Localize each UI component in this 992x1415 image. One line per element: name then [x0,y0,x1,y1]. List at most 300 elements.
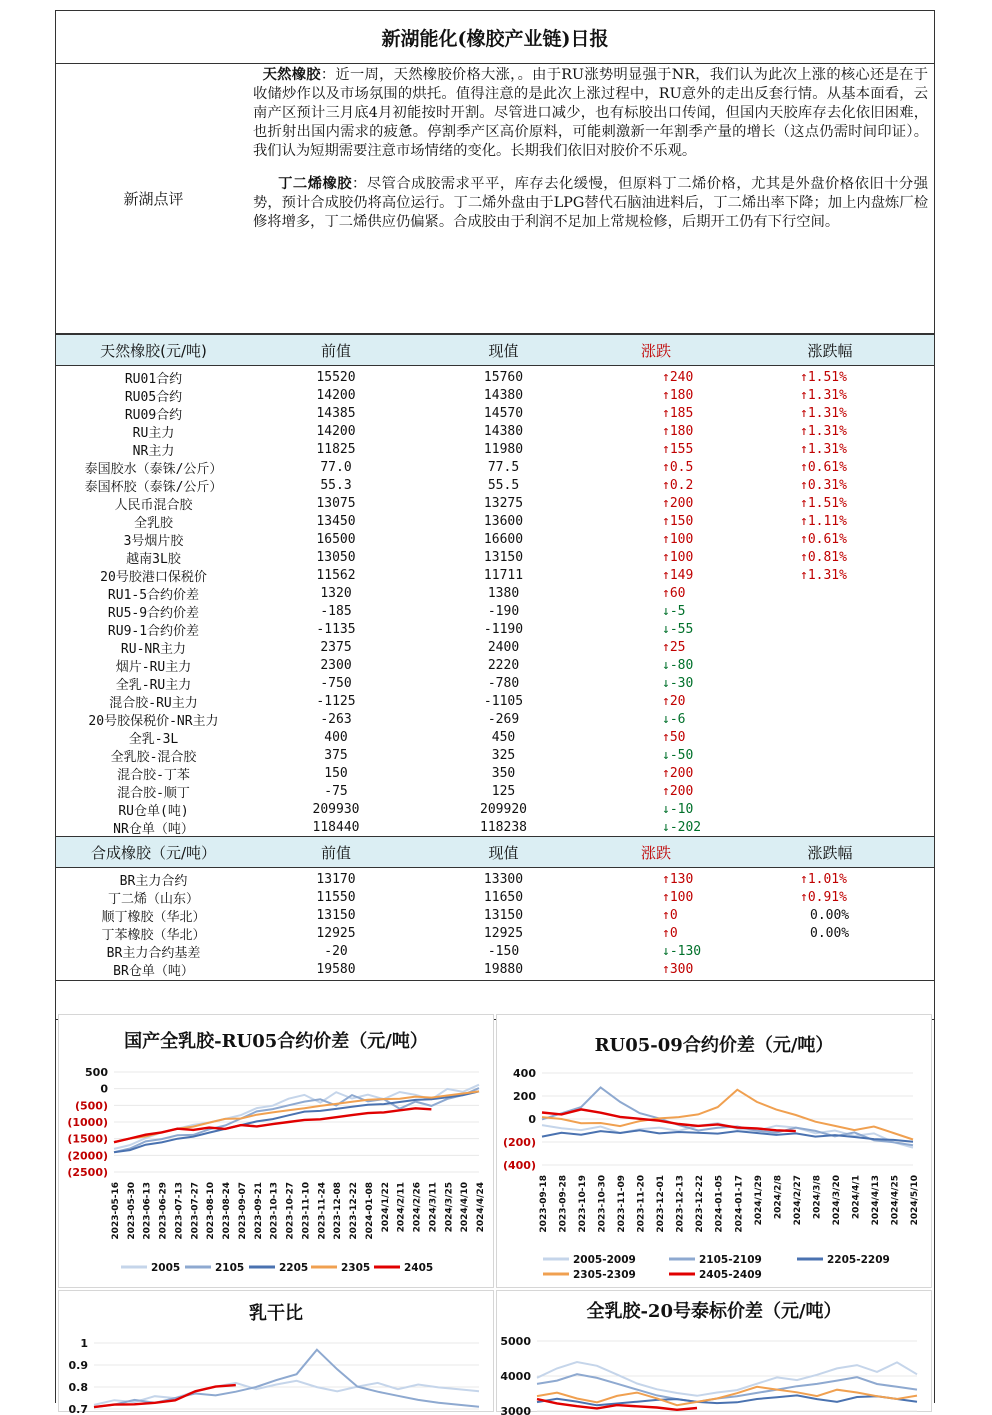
nr-table-cell-curr: 13275 [483,495,524,511]
nr-table-chg-value: 25 [669,639,686,655]
x-tick-label: 2023-10-19 [578,1175,589,1233]
chart-title-dry-ratio: 乳干比 [249,1303,303,1324]
nr-table-row [56,494,934,512]
x-tick-label: 2023-08-10 [206,1182,217,1240]
nr-table-cell-chg [586,604,726,619]
sr-table-cell-chg [586,926,726,941]
nr-table-chg-value: -10 [669,801,694,817]
sr-table-cell-chg [586,890,726,905]
arrow-up-icon: ↑ [662,783,670,799]
nr-table-chg-value: 200 [669,765,694,781]
sr-table-cell-prev: 13170 [316,871,356,887]
x-tick-label: 2023-09-28 [558,1175,569,1233]
nr-table-cell-chg [586,514,726,529]
nr-table-cell-curr: -1190 [483,621,524,637]
arrow-up-icon: ↑ [800,405,808,421]
legend-label: 2105-2109 [699,1254,762,1266]
nr-table-cell-pct [726,514,934,529]
charts-area [55,1010,935,1415]
nr-table-cell-name: 3号烟片胶 [123,533,184,549]
arrow-up-icon: ↑ [800,549,808,565]
x-tick-label: 2024/3/8 [812,1175,823,1220]
x-tick-label: 2024/4/1 [851,1175,862,1220]
nr-table-row [56,566,934,584]
legend-label: 2305-2309 [573,1269,636,1281]
sr-table-cell-curr: 12925 [483,925,524,941]
arrow-up-icon: ↑ [662,729,670,745]
nr-table-cell-curr: 11980 [483,441,524,457]
nr-table-chg-value: 50 [669,729,686,745]
nr-table-cell-chg [586,766,726,781]
nr-table-cell-pct [726,460,934,475]
nr-table-cell-prev: -185 [320,603,352,619]
nr-table-cell-curr: 1380 [487,585,520,601]
sr-header-curr: 现值 [488,843,519,862]
nr-header-pct: 涨跌幅 [807,341,853,360]
nr-table-cell-pct [726,532,934,547]
x-tick-label: 2023-06-29 [158,1182,169,1240]
arrow-up-icon: ↑ [662,369,670,385]
sr-table-cell-name: BR主力合约 [119,873,188,889]
arrow-up-icon: ↑ [800,889,808,905]
arrow-up-icon: ↑ [662,405,670,421]
comment-text [251,64,934,333]
arrow-up-icon: ↑ [800,871,808,887]
arrow-down-icon: ↓ [662,747,670,763]
nr-table-cell-chg [586,658,726,673]
nr-table-cell-name: 泰国杯胶（泰铢/公斤） [84,479,223,495]
nr-table-cell-curr: -780 [487,675,520,691]
nr-table-row [56,368,934,386]
nr-table-chg-value: 200 [669,783,694,799]
nr-table-cell-curr: 209920 [480,801,527,817]
y-tick-label: (1500) [67,1132,108,1146]
arrow-up-icon: ↑ [662,495,670,511]
x-tick-label: 2024/3/25 [444,1182,455,1233]
legend-label: 2005-2009 [573,1254,636,1266]
x-tick-label: 2024-01-08 [364,1182,375,1240]
arrow-down-icon: ↓ [662,801,670,817]
arrow-up-icon: ↑ [800,459,808,475]
nr-table-cell-chg [586,802,726,817]
nr-table-chg-value: -80 [669,657,694,673]
sr-header-pct: 涨跌幅 [807,843,853,862]
nr-table-row [56,530,934,548]
nr-table-chg-value: 0.2 [669,477,694,493]
y-tick-label: 3000 [500,1405,531,1415]
sr-table-cell-chg [586,872,726,887]
nr-table-cell-prev: 11562 [316,567,356,583]
nr-table-row [56,746,934,764]
nr-table-cell-prev: -75 [324,783,348,799]
x-tick-label: 2024/2/11 [396,1182,407,1233]
nr-table-cell-curr: 118238 [480,819,527,835]
x-tick-label: 2024/2/26 [412,1182,423,1233]
comment-label: 新湖点评 [123,190,184,208]
y-tick-label: 0.9 [68,1359,88,1372]
nr-table-pct-value: 1.31% [807,567,847,583]
nr-table-cell-chg [586,406,726,421]
arrow-up-icon: ↑ [800,495,808,511]
sr-table-pct-value: 1.01% [807,871,847,887]
series-line-s2 [94,1350,479,1407]
nr-table-chg-value: 240 [669,369,694,385]
nr-table-row [56,800,934,818]
arrow-up-icon: ↑ [800,531,808,547]
nr-table-cell-curr: -269 [487,711,520,727]
nr-table-row [56,710,934,728]
x-tick-label: 2024/5/10 [910,1175,920,1226]
x-tick-label: 2024/2/27 [792,1175,803,1226]
x-tick-label: 2024/3/20 [831,1175,842,1226]
arrow-up-icon: ↑ [800,369,808,385]
y-tick-label: 200 [513,1090,536,1103]
nr-table-cell-pct [726,424,934,439]
nr-table-cell-pct [726,550,934,565]
arrow-up-icon: ↑ [662,387,670,403]
y-tick-label: 1 [80,1337,88,1350]
nr-table-pct-value: 1.11% [807,513,847,529]
nr-table-header [56,335,934,366]
nr-table-cell-prev: -1125 [316,693,356,709]
nr-table-chg-value: -55 [669,621,694,637]
sr-table-cell-chg [586,908,726,923]
comment-br-heading: 丁二烯橡胶 [278,176,353,192]
nr-table-pct-value: 1.31% [807,423,847,439]
arrow-up-icon: ↑ [662,765,670,781]
nr-table-chg-value: 20 [669,693,686,709]
nr-table-chg-value: 200 [669,495,694,511]
nr-table-chg-value: 100 [669,531,694,547]
nr-table-cell-chg [586,712,726,727]
nr-table-chg-value: -6 [669,711,686,727]
nr-table-row [56,692,934,710]
sr-table-cell-pct [726,890,934,905]
x-tick-label: 2024/4/10 [460,1182,471,1233]
arrow-up-icon: ↑ [662,513,670,529]
nr-table-cell-pct [726,568,934,583]
nr-table-cell-curr: 350 [491,765,516,781]
arrow-up-icon: ↑ [800,567,808,583]
nr-table-cell-pct [726,442,934,457]
nr-table-cell-chg [586,748,726,763]
nr-table-cell-prev: 16500 [316,531,356,547]
x-tick-label: 2023-11-09 [617,1175,628,1233]
series-line-2005 [114,1085,479,1149]
nr-table-cell-prev: 15520 [316,369,356,385]
sr-header-name: 合成橡胶（元/吨） [90,843,217,862]
y-tick-label: (200) [502,1136,536,1149]
sr-table-chg-value: 300 [669,961,694,977]
nr-table-cell-name: NR仓单（吨） [113,821,194,837]
nr-table-row [56,386,934,404]
sr-table-cell-name: 顺丁橡胶（华北） [101,909,206,925]
comment-section [56,64,934,335]
x-tick-label: 2024-01-05 [714,1175,725,1233]
x-tick-label: 2023-12-22 [695,1175,706,1233]
nr-table-cell-prev: 55.3 [320,477,352,493]
arrow-up-icon: ↑ [800,477,808,493]
x-tick-label: 2023-12-13 [675,1175,686,1233]
legend-label: 2405-2409 [699,1269,762,1281]
sr-table-chg-value: -130 [669,943,702,959]
nr-table-cell-chg [586,784,726,799]
arrow-down-icon: ↓ [662,657,670,673]
legend-label: 2305 [341,1262,371,1274]
y-tick-label: (2000) [67,1149,108,1163]
x-tick-label: 2024/1/22 [380,1182,391,1233]
nr-table-cell-prev: 400 [324,729,348,745]
report-title: 新湖能化(橡胶产业链)日报 [56,11,934,64]
nr-header-chg: 涨跌 [640,341,671,360]
nr-table-cell-pct [726,370,934,385]
nr-table-cell-curr: 14570 [483,405,524,421]
sr-table-cell-prev: 13150 [316,907,356,923]
arrow-up-icon: ↑ [662,925,670,941]
arrow-up-icon: ↑ [662,567,670,583]
nr-table-row [56,548,934,566]
chart-title-latex-str20: 全乳胶-20号泰标价差（元/吨） [586,1301,842,1322]
nr-table-cell-pct [726,406,934,421]
arrow-up-icon: ↑ [662,441,670,457]
nr-table-cell-chg [586,460,726,475]
x-tick-label: 2023-11-10 [301,1182,312,1240]
arrow-down-icon: ↓ [662,711,670,727]
nr-table-cell-name: 全乳胶 [133,515,173,531]
sr-table-cell-curr: 11650 [483,889,524,905]
nr-table-cell-chg [586,640,726,655]
nr-table-row [56,782,934,800]
nr-table-cell-name: RU仓单(吨) [118,803,189,819]
legend-label: 2405 [404,1262,434,1274]
sr-table-row [56,888,934,906]
x-tick-label: 2024/3/11 [428,1182,439,1233]
sr-table-cell-chg [586,944,726,959]
chart-panel-dry-ratio [58,1290,494,1415]
nr-table-chg-value: 185 [669,405,694,421]
nr-table-row [56,620,934,638]
y-tick-label: (400) [502,1159,536,1172]
nr-table-cell-name: RU9-1合约价差 [107,623,200,639]
x-tick-label: 2024-01-17 [734,1175,745,1233]
nr-table-chg-value: -202 [669,819,702,835]
chart-panel-ru05-09 [496,1014,932,1288]
chart-panel-latex-ru05 [58,1014,494,1288]
x-tick-label: 2024/4/25 [890,1175,901,1226]
nr-table-cell-chg [586,496,726,511]
nr-table-cell-prev: -750 [320,675,352,691]
x-tick-label: 2023-06-13 [142,1182,153,1240]
sr-table-cell-curr: 13300 [483,871,524,887]
sr-table-cell-prev: -20 [324,943,348,959]
nr-table-cell-curr: 14380 [483,423,524,439]
x-tick-label: 2023-07-27 [190,1182,201,1240]
x-tick-label: 2023-10-27 [285,1182,296,1240]
x-tick-label: 2023-11-24 [317,1182,328,1240]
comment-nr-heading: 天然橡胶 [262,67,321,83]
nr-header-prev: 前值 [320,341,351,360]
nr-table-chg-value: 100 [669,549,694,565]
nr-table-cell-name: 20号胶保税价-NR主力 [88,713,219,729]
nr-table-cell-prev: 375 [324,747,348,763]
arrow-up-icon: ↑ [662,585,670,601]
nr-table-cell-curr: 13600 [483,513,524,529]
nr-table-cell-curr: 2220 [487,657,520,673]
arrow-up-icon: ↑ [662,423,670,439]
nr-table-cell-name: 越南3L胶 [126,551,181,567]
nr-table-cell-name: RU09合约 [124,407,183,423]
nr-table-cell-curr: 125 [491,783,516,799]
nr-table-cell-name: RU05合约 [124,389,183,405]
sr-table-cell-prev: 12925 [316,925,356,941]
x-tick-label: 2023-05-30 [126,1182,137,1240]
y-tick-label: (2500) [67,1166,108,1179]
nr-header-name: 天然橡胶(元/吨) [100,341,207,360]
x-tick-label: 2023-05-16 [111,1182,121,1240]
nr-table-cell-curr: 14380 [483,387,524,403]
nr-table-chg-value: -5 [669,603,686,619]
nr-table-row [56,602,934,620]
sr-table-pct-value: 0.00% [810,925,850,941]
y-tick-label: 0.7 [68,1403,88,1415]
nr-table-chg-value: 0.5 [669,459,694,475]
nr-table-cell-prev: 13450 [316,513,356,529]
nr-table-cell-name: RU1-5合约价差 [107,587,200,603]
sr-table-cell-name: 丁苯橡胶（华北） [101,927,206,943]
chart-panel-latex-str20 [496,1290,932,1415]
sr-table-pct-value: 0.91% [807,889,847,905]
nr-table-pct-value: 1.31% [807,387,847,403]
nr-table-cell-prev: 1320 [320,585,352,601]
x-tick-label: 2023-09-21 [253,1182,264,1240]
nr-table-cell-prev: 118440 [312,819,360,835]
nr-table-cell-chg [586,478,726,493]
nr-table-cell-name: 全乳胶-混合胶 [110,749,197,765]
nr-table-chg-value: -50 [669,747,694,763]
y-tick-label: 4000 [500,1370,531,1383]
nr-table-pct-value: 1.51% [807,495,847,511]
nr-table-cell-prev: 150 [324,765,348,781]
nr-table-pct-value: 1.51% [807,369,847,385]
x-tick-label: 2024/4/24 [476,1182,486,1233]
nr-table-cell-prev: -263 [320,711,352,727]
nr-table-row [56,458,934,476]
nr-table-cell-name: RU01合约 [124,371,183,387]
x-tick-label: 2024/1/29 [753,1175,764,1226]
nr-table-cell-chg [586,568,726,583]
nr-table-chg-value: 60 [669,585,686,601]
nr-table-row [56,764,934,782]
sr-table-row [56,906,934,924]
sr-table-cell-name: BR仓单（吨） [113,963,194,979]
nr-table-cell-chg [586,730,726,745]
nr-table-cell-name: 混合胶-顺丁 [117,785,190,801]
y-tick-label: 0.8 [68,1381,88,1394]
nr-table-pct-value: 0.31% [807,477,847,493]
nr-table-cell-chg [586,820,726,835]
nr-table-cell-chg [586,694,726,709]
x-tick-label: 2023-07-13 [174,1182,185,1240]
sr-table-pct-value: 0.00% [810,907,850,923]
nr-table-body [56,366,934,837]
sr-table-cell-prev: 19580 [316,961,356,977]
nr-table-chg-value: 150 [669,513,694,529]
nr-table-cell-name: 混合胶-RU主力 [109,695,198,711]
arrow-up-icon: ↑ [662,961,670,977]
nr-table-row [56,674,934,692]
nr-table-cell-name: 全乳-RU主力 [115,677,192,693]
x-tick-label: 2024/2/8 [773,1175,784,1220]
y-tick-label: 0 [528,1113,536,1126]
sr-table-cell-pct [726,926,934,941]
nr-table-row [56,512,934,530]
nr-header-curr: 现值 [488,341,519,360]
sr-table-row [56,870,934,888]
nr-table-cell-chg [586,622,726,637]
nr-table-pct-value: 0.61% [807,531,847,547]
arrow-up-icon: ↑ [662,549,670,565]
series-line-2405-2409 [542,1109,796,1131]
nr-table-cell-curr: 325 [491,747,516,763]
legend-label: 2205-2209 [827,1254,890,1266]
nr-table-cell-prev: 13050 [316,549,356,565]
nr-table-cell-prev: -1135 [316,621,356,637]
y-tick-label: 5000 [500,1335,531,1348]
arrow-down-icon: ↓ [662,819,670,835]
sr-table-chg-value: 0 [669,925,678,941]
nr-table-cell-prev: 14200 [316,423,356,439]
x-tick-label: 2023-12-08 [333,1182,344,1240]
nr-table-cell-curr: 450 [491,729,516,745]
nr-table-cell-prev: 209930 [312,801,360,817]
nr-table-cell-curr: 2400 [487,639,520,655]
nr-table-cell-curr: 15760 [483,369,524,385]
legend-label: 2205 [279,1262,309,1274]
sr-table-cell-pct [726,872,934,887]
x-tick-label: 2023-12-22 [349,1182,360,1240]
nr-table-cell-prev: 14385 [316,405,356,421]
comment-br-body: ：尽管合成胶需求平平，库存去化缓慢，但原料丁二烯价格，尤其是外盘价格依旧十分强势，预计合成胶仍将高位运行。丁二烯外盘由于LPG替代石脑油进料后，丁二烯出率下降；加上内盘炼厂检修将增多，丁二烯供应仍偏紧。合成胶由于利润不足加上常规检修，后期开工仍有下行空间。 [253,176,928,230]
x-tick-label: 2023-10-30 [597,1175,608,1233]
nr-table-row [56,638,934,656]
nr-table-cell-curr: -1105 [483,693,524,709]
nr-table-cell-curr: 13150 [483,549,524,565]
sr-table-cell-curr: -150 [487,943,520,959]
nr-table-cell-curr: 77.5 [487,459,520,475]
nr-table-cell-name: 烟片-RU主力 [115,659,192,675]
nr-table-row [56,584,934,602]
nr-table-chg-value: 180 [669,423,694,439]
nr-table-cell-chg [586,532,726,547]
sr-table-row [56,942,934,960]
nr-table-row [56,404,934,422]
nr-table-cell-prev: 2300 [320,657,352,673]
comment-br-paragraph [253,175,928,232]
sr-table-row [56,960,934,978]
x-tick-label: 2023-09-18 [539,1175,549,1233]
nr-table-cell-chg [586,388,726,403]
arrow-down-icon: ↓ [662,621,670,637]
nr-table-cell-chg [586,676,726,691]
nr-table-cell-curr: 11711 [483,567,524,583]
arrow-up-icon: ↑ [662,531,670,547]
arrow-up-icon: ↑ [662,907,670,923]
nr-table-chg-value: 149 [669,567,694,583]
nr-table-cell-curr: 55.5 [487,477,520,493]
nr-table-cell-curr: 16600 [483,531,524,547]
arrow-up-icon: ↑ [800,423,808,439]
arrow-up-icon: ↑ [662,693,670,709]
